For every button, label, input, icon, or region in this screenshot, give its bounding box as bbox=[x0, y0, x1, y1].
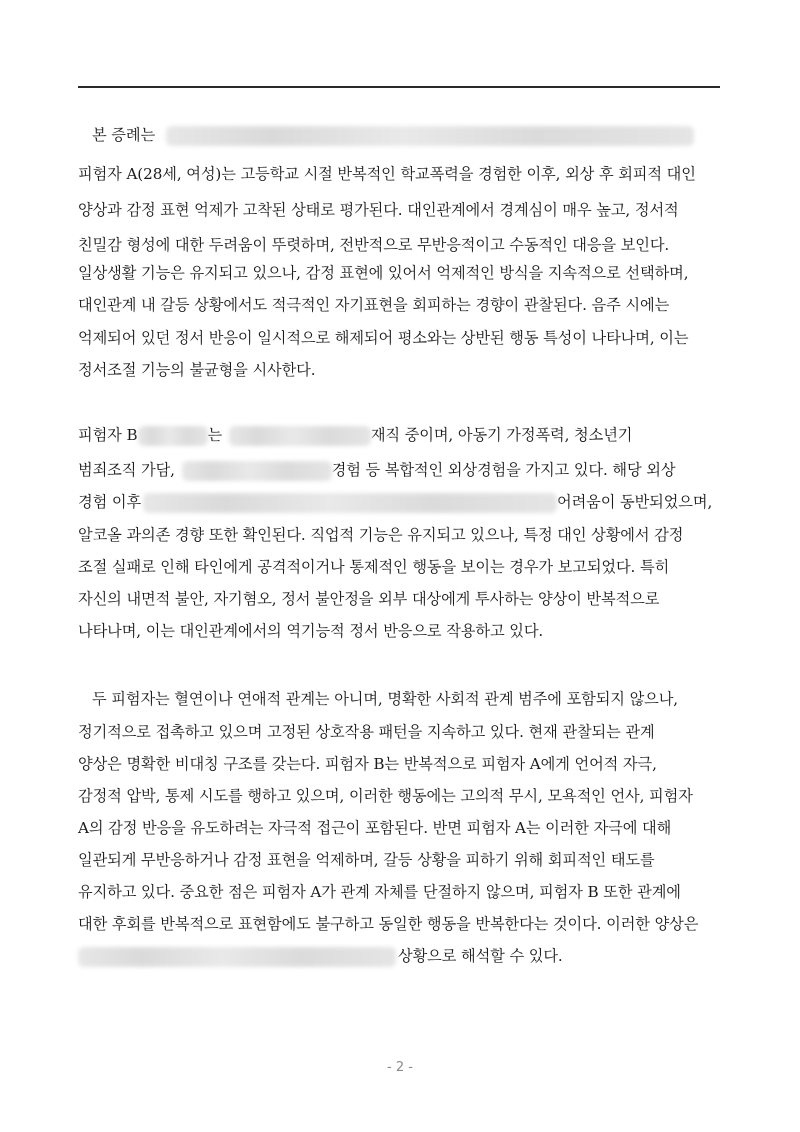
paragraph1-line8: 정서조절 기능의 불균형을 시사한다. bbox=[78, 361, 316, 379]
paragraph3-line4: 감정적 압박, 통제 시도를 행하고 있으며, 이러한 행동에는 고의적 무시, 모욕적인 언사, 피험자 bbox=[78, 787, 693, 805]
paragraph2-line1 bbox=[78, 425, 632, 446]
paragraph1-line5: 일상생활 기능은 유지되고 있으나, 감정 표현에 있어서 억제적인 방식을 지속적으로 선택하며, bbox=[78, 264, 689, 282]
header-rule bbox=[78, 86, 720, 88]
paragraph3-line3: 양상은 명확한 비대칭 구조를 갖는다. 피험자 B는 반복적으로 피험자 A에게 언어적 자극, bbox=[78, 755, 657, 773]
paragraph3-line1: 두 피험자는 혈연이나 연애적 관계는 아니며, 명확한 사회적 관계 범주에 포함되지 않으나, bbox=[92, 690, 679, 708]
paragraph1-line7: 억제되어 있던 정서 반응이 일시적으로 해제되어 평소와는 상반된 행동 특성이 나타나며, 이는 bbox=[78, 329, 689, 347]
paragraph1-line4: 친밀감 형성에 대한 두려움이 뚜렷하며, 전반적으로 무반응적이고 수동적인 대응을 보인다. bbox=[78, 236, 670, 254]
text-segment: 상황으로 해석할 수 있다. bbox=[398, 947, 563, 965]
paragraph2-line3 bbox=[78, 492, 712, 513]
text-segment: 재직 중이며, 아동기 가정폭력, 청소년기 bbox=[370, 426, 633, 444]
paragraph1-line6: 대인관계 내 갈등 상황에서도 적극적인 자기표현을 회피하는 경향이 관찰된다. 음주 시에는 bbox=[78, 296, 670, 314]
paragraph2-line5: 조절 실패로 인해 타인에게 공격적이거나 통제적인 행동을 보이는 경우가 보고되었다. 특히 bbox=[78, 558, 670, 576]
paragraph2-line7: 나타나며, 이는 대인관계에서의 역기능적 정서 반응으로 작용하고 있다. bbox=[78, 622, 544, 640]
text-segment: 경험 등 복합적인 외상경험을 가지고 있다. 해당 외상 bbox=[331, 461, 676, 479]
text-segment: 본 증례는 bbox=[92, 126, 156, 144]
paragraph3-line5: A의 감정 반응을 유도하려는 자극적 접근이 포함된다. 반면 피험자 A는 이러한 자극에 대해 bbox=[78, 819, 672, 837]
paragraph2-line2 bbox=[78, 460, 675, 481]
text-segment: 어려움이 동반되었으며, bbox=[557, 493, 713, 511]
text-segment: 경험 이후 bbox=[78, 493, 142, 511]
text-segment: 범죄조직 가담, bbox=[78, 461, 175, 479]
paragraph3-line6: 일관되게 무반응하거나 감정 표현을 억제하며, 갈등 상황을 피하기 위해 회피적인 태도를 bbox=[78, 851, 655, 869]
page-number: - 2 - bbox=[387, 1060, 413, 1075]
redacted-block bbox=[182, 461, 332, 481]
redacted-block bbox=[166, 126, 694, 146]
paragraph1-line3: 양상과 감정 표현 억제가 고착된 상태로 평가된다. 대인관계에서 경계심이 매우 높고, 정서적 bbox=[78, 201, 679, 219]
redacted-block bbox=[138, 426, 208, 446]
paragraph3-line8: 대한 후회를 반복적으로 표현함에도 불구하고 동일한 행동을 반복한다는 것이다. 이러한 양상은 bbox=[78, 915, 699, 933]
paragraph2-line4: 알코올 과의존 경향 또한 확인된다. 직업적 기능은 유지되고 있으나, 특정 대인 상황에서 감정 bbox=[78, 526, 684, 544]
paragraph3-line7: 유지하고 있다. 중요한 점은 피험자 A가 관계 자체를 단절하지 않으며, 피험자 B 또한 관계에 bbox=[78, 883, 681, 901]
redacted-block bbox=[143, 493, 557, 513]
redacted-block bbox=[78, 947, 396, 967]
paragraph3-line2: 정기적으로 접촉하고 있으며 고정된 상호작용 패턴을 지속하고 있다. 현재 관찰되는 관계 bbox=[78, 723, 655, 741]
text-segment: 피험자 B bbox=[78, 426, 138, 444]
paragraph3-line9 bbox=[78, 946, 563, 967]
paragraph1-line1 bbox=[92, 125, 694, 146]
paragraph1-line2: 피험자 A(28세, 여성)는 고등학교 시절 반복적인 학교폭력을 경험한 이후, 외상 후 회피적 대인 bbox=[78, 165, 696, 183]
paragraph2-line6: 자신의 내면적 불안, 자기혐오, 정서 불안정을 외부 대상에게 투사하는 양상이 반복적으로 bbox=[78, 590, 660, 608]
redacted-block bbox=[229, 426, 371, 446]
text-segment: 는 bbox=[207, 426, 223, 444]
